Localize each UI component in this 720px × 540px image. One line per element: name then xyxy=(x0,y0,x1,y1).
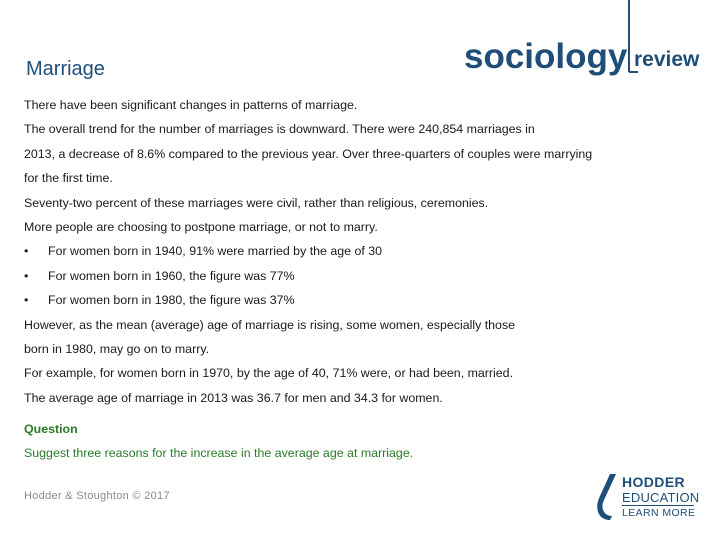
publisher-division: EDUCATION xyxy=(622,490,700,505)
text-line: for the first time. xyxy=(24,171,113,186)
bullet-dot: • xyxy=(24,293,29,308)
sociology-review-logo xyxy=(462,0,700,78)
question-text: Suggest three reasons for the increase in the average age at marriage. xyxy=(24,446,414,460)
publisher-name: HODDER xyxy=(622,474,686,490)
bullet-item xyxy=(24,267,704,291)
bullet-item xyxy=(24,291,704,315)
text-line: However, as the mean (average) age of marriage is rising, some women, especially those xyxy=(24,317,516,332)
bullet-item xyxy=(24,242,704,266)
question-block xyxy=(24,420,413,462)
bullet-text: For women born in 1940, 91% were married by the age of 30 xyxy=(48,244,383,259)
publisher-tagline: LEARN MORE xyxy=(622,507,696,519)
bullet-text: For women born in 1980, the figure was 37% xyxy=(48,293,295,308)
bullet-text: For women born in 1960, the figure was 77% xyxy=(48,268,295,283)
hodder-education-logo xyxy=(594,468,704,524)
bullet-dot: • xyxy=(24,244,29,259)
text-line: There have been significant changes in patterns of marriage. xyxy=(24,98,358,112)
text-line: 2013, a decrease of 8.6% compared to the previous year. Over three-quarters of couples were marrying xyxy=(24,146,593,161)
bullet-dot: • xyxy=(24,268,29,283)
text-line: For example, for women born in 1970, by the age of 40, 71% were, or had been, married. xyxy=(24,366,514,381)
logo-review-word: review xyxy=(634,48,700,71)
text-line: Seventy-two percent of these marriages were civil, rather than religious, ceremonies. xyxy=(24,195,489,210)
page-title: Marriage xyxy=(26,58,105,80)
text-line: The overall trend for the number of marriages is downward. There were 240,854 marriages in xyxy=(24,122,535,137)
copyright-footer: Hodder & Stoughton © 2017 xyxy=(24,490,170,502)
text-line: The average age of marriage in 2013 was 36.7 for men and 34.3 for women. xyxy=(24,390,443,405)
text-line: born in 1980, may go on to marry. xyxy=(24,341,210,356)
question-heading: Question xyxy=(24,422,78,436)
hodder-mark-icon xyxy=(594,472,620,522)
logo-sociology-word: sociology xyxy=(464,37,628,76)
publisher-divider xyxy=(622,505,694,506)
text-line: More people are choosing to postpone marriage, or not to marry. xyxy=(24,219,378,234)
body-text xyxy=(24,96,704,413)
